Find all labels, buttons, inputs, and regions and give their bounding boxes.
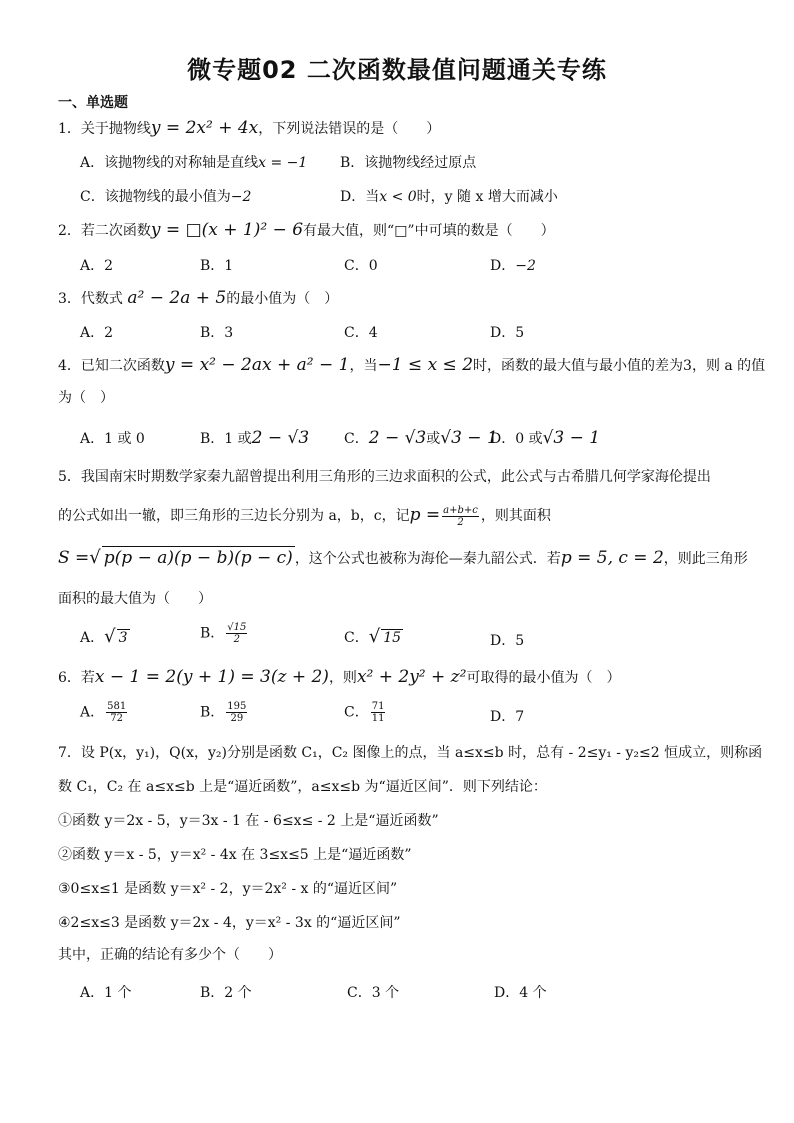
q7-option-c[interactable]: C．3 个 bbox=[347, 985, 400, 1001]
question-1-stem: 1．关于抛物线y = 2x² + 4x，下列说法错误的是（ ） bbox=[58, 118, 441, 138]
q4-option-c[interactable]: C．2 − √3或√3 − 1 bbox=[344, 428, 498, 448]
question-number: 4． bbox=[58, 358, 81, 374]
question-number: 5． bbox=[58, 469, 81, 485]
q6-option-b[interactable]: B． $\frac{195}{29}$ bbox=[200, 701, 247, 724]
q1-option-d[interactable]: D．当x < 0时，y 随 x 增大而减小 bbox=[340, 189, 558, 205]
question-4-stem: 4．已知二次函数y = x² − 2ax + a² − 1，当−1 ≤ x ≤ 2时，函数的最大值与最小值的差为3，则 a 的值 bbox=[58, 355, 766, 375]
radical-sign: √ bbox=[89, 547, 101, 568]
q7-statement-2: ②函数 y＝x - 5，y＝x² - 4x 在 3≤x≤5 上是“逼近函数” bbox=[58, 847, 412, 863]
page-title: 微专题02 二次函数最值问题通关专练 bbox=[187, 56, 607, 84]
question-5-stem: 5．我国南宋时期数学家秦九韶曾提出利用三角形的三边求面积的公式，此公式与古希腊几何学家海伦提出 bbox=[58, 469, 711, 485]
question-5-stem-line2: 的公式如出一辙，即三角形的三边长分别为 a，b，c，记p = $\frac{a+b+c}{2}$ ，则其面积 bbox=[58, 504, 551, 528]
q1-option-c[interactable]: C．该抛物线的最小值为−2 bbox=[80, 189, 252, 205]
radicand: p(p − a)(p − b)(p − c) bbox=[103, 548, 293, 568]
question-5-stem-line4: 面积的最大值为（ ） bbox=[58, 591, 212, 607]
q4-option-b[interactable]: B．1 或2 − √3 bbox=[200, 428, 310, 448]
q6-option-d[interactable]: D．7 bbox=[490, 709, 525, 725]
inequality: −1 ≤ x ≤ 2 bbox=[377, 355, 474, 375]
q6-option-c[interactable]: C． $\frac{71}{11}$ bbox=[344, 701, 385, 724]
q3-option-b[interactable]: B．3 bbox=[200, 325, 234, 341]
formula: y = □(x + 1)² − 6 bbox=[150, 220, 304, 240]
question-3-stem: 3．代数式 a² − 2a + 5的最小值为（ ） bbox=[58, 288, 339, 308]
question-5-formula-line: S =√ p(p − a)(p − b)(p − c) ，这个公式也被称为海伦—秦九韶公式．若p = 5, c = 2，则此三角形 bbox=[58, 547, 748, 568]
question-4-stem-line2: 为（ ） bbox=[58, 390, 114, 406]
fraction: $\frac{581}{72}$ bbox=[107, 701, 127, 724]
q4-option-d[interactable]: D．0 或√3 − 1 bbox=[490, 428, 601, 448]
q3-option-d[interactable]: D．5 bbox=[490, 325, 525, 341]
q7-statement-1: ①函数 y＝2x - 5，y＝3x - 1 在 - 6≤x≤ - 2 上是“逼近函数” bbox=[58, 813, 439, 829]
question-7-stem-line2: 数 C₁，C₂ 在 a≤x≤b 上是“逼近函数”，a≤x≤b 为“逼近区间”．则下列结论： bbox=[58, 779, 547, 795]
q2-option-d[interactable]: D．−2 bbox=[490, 258, 536, 274]
q2-option-a[interactable]: A．2 bbox=[80, 258, 114, 274]
q5-option-a[interactable]: A．√ 3 bbox=[80, 626, 128, 647]
fraction: $\frac{71}{11}$ bbox=[371, 701, 385, 724]
q7-option-a[interactable]: A．1 个 bbox=[80, 985, 132, 1001]
formula: y = 2x² + 4x bbox=[150, 118, 259, 138]
question-2-stem: 2．若二次函数y = □(x + 1)² − 6有最大值，则“□”中可填的数是（ ） bbox=[58, 220, 555, 240]
fraction: $\frac{195}{29}$ bbox=[227, 701, 247, 724]
q5-option-b[interactable]: B． $\frac{√15}{2}$ bbox=[200, 622, 247, 645]
q7-question: 其中，正确的结论有多少个（ ） bbox=[58, 947, 282, 963]
q7-statement-3: ③0≤x≤1 是函数 y＝x² - 2，y＝2x² - x 的“逼近区间” bbox=[58, 881, 398, 897]
q2-option-b[interactable]: B．1 bbox=[200, 258, 234, 274]
q1-option-a[interactable]: A．该抛物线的对称轴是直线x = −1 bbox=[80, 155, 308, 171]
q6-option-a[interactable]: A． $\frac{581}{72}$ bbox=[80, 701, 127, 724]
formula: y = x² − 2ax + a² − 1 bbox=[164, 355, 350, 375]
q4-option-a[interactable]: A．1 或 0 bbox=[80, 431, 145, 447]
q3-option-a[interactable]: A．2 bbox=[80, 325, 114, 341]
question-number: 3． bbox=[58, 291, 81, 307]
q3-option-c[interactable]: C．4 bbox=[344, 325, 378, 341]
question-7-stem: 7．设 P(x，y₁)，Q(x，y₂)分别是函数 C₁，C₂ 图像上的点，当 a≤x≤b 时，总有 - 2≤y₁ - y₂≤2 恒成立，则称函 bbox=[58, 745, 763, 761]
q7-option-d[interactable]: D．4 个 bbox=[494, 985, 547, 1001]
question-number: 7． bbox=[58, 745, 81, 761]
fraction: $\frac{√15}{2}$ bbox=[227, 622, 247, 645]
formula: x² + 2y² + z² bbox=[356, 667, 467, 687]
fraction: $\frac{a+b+c}{2}$ bbox=[443, 504, 478, 528]
question-number: 6． bbox=[58, 670, 81, 686]
question-number: 2． bbox=[58, 223, 81, 239]
section-heading: 一、单选题 bbox=[58, 95, 128, 111]
q5-option-d[interactable]: D．5 bbox=[490, 633, 525, 649]
formula: a² − 2a + 5 bbox=[127, 288, 227, 308]
question-6-stem: 6．若x − 1 = 2(y + 1) = 3(z + 2)，则x² + 2y² + z²可取得的最小值为（ ） bbox=[58, 667, 621, 687]
q7-statement-4: ④2≤x≤3 是函数 y＝2x - 4，y＝x² - 3x 的“逼近区间” bbox=[58, 915, 401, 931]
q1-option-b[interactable]: B．该抛物线经过原点 bbox=[340, 155, 477, 171]
q7-option-b[interactable]: B．2 个 bbox=[200, 985, 252, 1001]
q2-option-c[interactable]: C．0 bbox=[344, 258, 378, 274]
question-number: 1． bbox=[58, 121, 81, 137]
formula: x − 1 = 2(y + 1) = 3(z + 2) bbox=[94, 667, 329, 687]
q5-option-c[interactable]: C．√ 15 bbox=[344, 626, 402, 647]
